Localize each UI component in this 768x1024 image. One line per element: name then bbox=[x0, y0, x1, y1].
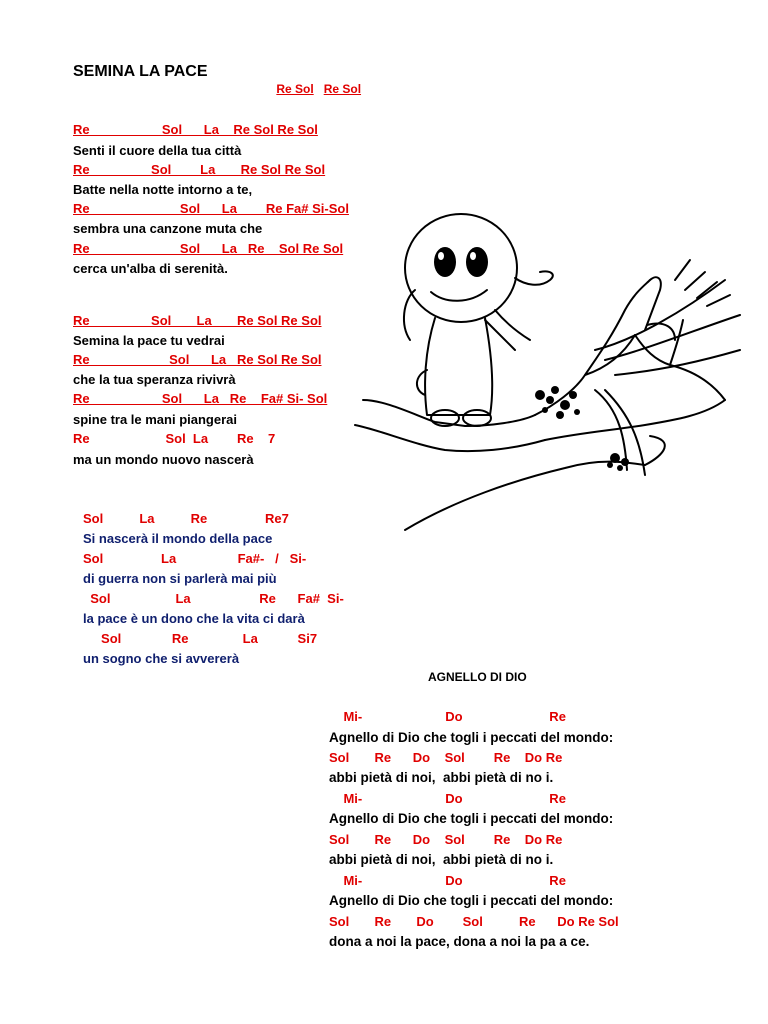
chord-line: Mi- Do Re bbox=[329, 709, 566, 724]
chord-line: Re Sol La Re Sol Re Sol bbox=[73, 162, 326, 177]
chord-line: Sol La Re Fa# Si- bbox=[83, 591, 344, 606]
title-chord: Re Sol bbox=[323, 82, 362, 96]
chord-line: Sol Re Do Sol Re Do Re bbox=[329, 750, 563, 765]
lyric-line: Senti il cuore della tua città bbox=[73, 143, 242, 158]
chord-line: Sol La Fa#- / Si- bbox=[83, 551, 307, 566]
title-chord: Re Sol bbox=[276, 82, 314, 96]
child-head bbox=[405, 214, 517, 322]
chord-line: Sol Re Do Sol Re Do Re bbox=[329, 832, 563, 847]
chord-line: Re Sol La Re 7 bbox=[73, 431, 276, 446]
song-title: SEMINA LA PACE bbox=[73, 63, 208, 80]
lyric-line: Agnello di Dio che togli i peccati del mondo: bbox=[329, 893, 614, 908]
lyric-line: di guerra non si parlerà mai più bbox=[83, 571, 277, 586]
lyric-line: spine tra le mani piangerai bbox=[73, 412, 237, 427]
chord-line: Re Sol La Re Sol Re Sol bbox=[73, 313, 322, 328]
child-body bbox=[425, 318, 492, 415]
chord-line: Mi- Do Re bbox=[329, 873, 566, 888]
hand-outline bbox=[363, 400, 535, 426]
chord-line: Re Sol La Re Sol Re Sol bbox=[73, 241, 344, 256]
song2-title: AGNELLO DI DIO bbox=[428, 670, 527, 684]
lyric-line: Si nascerà il mondo della pace bbox=[83, 531, 273, 546]
child-on-hand-illustration bbox=[345, 200, 750, 555]
chord-line: Sol La Re Re7 bbox=[83, 511, 289, 526]
lyric-line: un sogno che si avvererà bbox=[83, 651, 240, 666]
chord-line: Re Sol La Re Sol Re Sol bbox=[73, 352, 322, 367]
lyric-line: Agnello di Dio che togli i peccati del mondo: bbox=[329, 730, 614, 745]
lyric-line: ma un mondo nuovo nascerà bbox=[73, 452, 254, 467]
lyric-line: abbi pietà di noi, abbi pietà di no i. bbox=[329, 852, 554, 867]
lyric-line: abbi pietà di noi, abbi pietà di no i. bbox=[329, 770, 554, 785]
lyric-line: la pace è un dono che la vita ci darà bbox=[83, 611, 305, 626]
title-chords bbox=[263, 65, 361, 113]
lyric-line: dona a noi la pace, dona a noi la pa a ce. bbox=[329, 934, 590, 949]
chord-line: Sol Re La Si7 bbox=[83, 631, 318, 646]
lyric-line: Agnello di Dio che togli i peccati del mondo: bbox=[329, 811, 614, 826]
chord-line: Re Sol La Re Fa# Si-Sol bbox=[73, 201, 349, 216]
chord-line: Re Sol La Re Fa# Si- Sol bbox=[73, 391, 328, 406]
lyric-line: Semina la pace tu vedrai bbox=[73, 333, 225, 348]
lyric-line: che la tua speranza rivivrà bbox=[73, 372, 236, 387]
chord-line: Mi- Do Re bbox=[329, 791, 566, 806]
chord-line: Sol Re Do Sol Re Do Re Sol bbox=[329, 914, 619, 929]
chord-line: Re Sol La Re Sol Re Sol bbox=[73, 122, 318, 137]
lyric-line: cerca un'alba di serenità. bbox=[73, 261, 228, 276]
lyric-line: Batte nella notte intorno a te, bbox=[73, 182, 253, 197]
lyric-line: sembra una canzone muta che bbox=[73, 221, 263, 236]
